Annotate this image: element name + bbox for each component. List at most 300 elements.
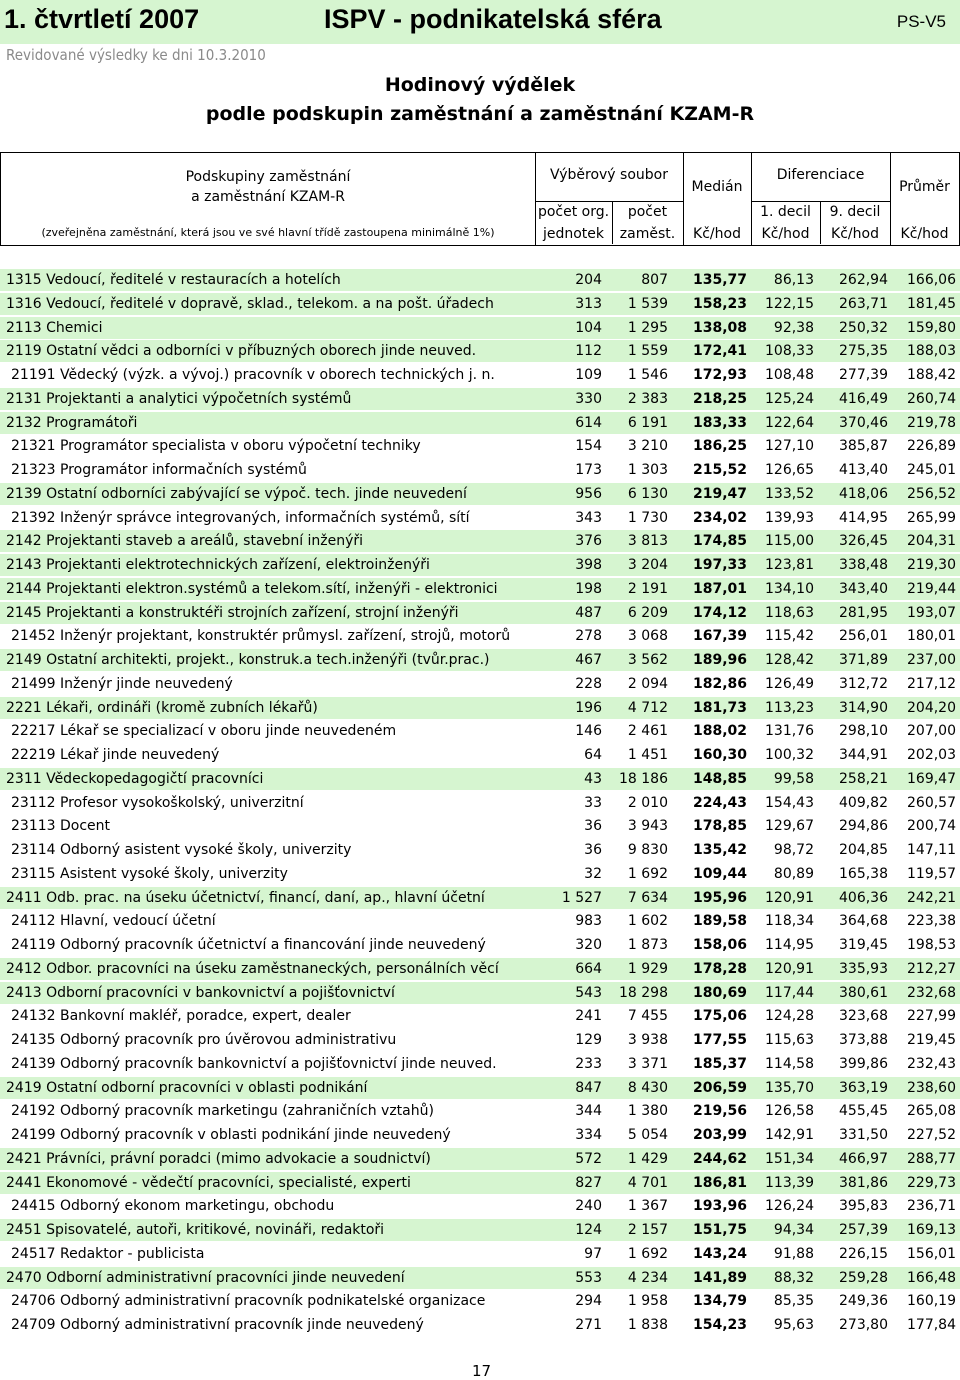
table-row	[0, 839, 960, 861]
cell-emp: 8 430	[627, 1079, 668, 1096]
cell-d9: 343,40	[839, 580, 888, 597]
occupation-label: 2311 Vědeckopedagogičtí pracovníci	[6, 770, 264, 787]
occupation-label: 2144 Projektanti elektron.systémů a telekom.sítí, inženýři - elektronici	[6, 580, 498, 597]
cell-median: 186,25	[692, 438, 747, 455]
cell-d1: 88,32	[773, 1269, 814, 1286]
cell-emp: 1 730	[627, 509, 668, 526]
cell-median: 158,23	[692, 295, 747, 312]
cell-d9: 257,39	[839, 1222, 888, 1238]
cell-d1: 124,28	[765, 1008, 814, 1025]
cell-d1: 92,38	[773, 319, 814, 336]
occupation-label: 2149 Ostatní architekti, projekt., konstruk.a tech.inženýři (tvůr.prac.)	[6, 652, 490, 668]
cell-mean: 204,20	[907, 699, 956, 716]
occupation-label: 21323 Programátor informačních systémů	[11, 462, 307, 478]
page-subtitle: podle podskupin zaměstnání a zaměstnání KZAM-R	[205, 103, 755, 125]
cell-org: 553	[575, 1269, 602, 1286]
cell-d1: 114,95	[765, 937, 814, 953]
cell-d1: 135,70	[765, 1079, 814, 1096]
cell-d9: 323,68	[839, 1008, 888, 1025]
title-bar	[0, 0, 960, 44]
cell-median: 134,79	[692, 1293, 747, 1310]
cell-emp: 1 929	[627, 960, 668, 977]
cell-median: 172,93	[692, 367, 747, 383]
cell-mean: 188,03	[907, 343, 956, 360]
cell-median: 174,12	[692, 604, 747, 621]
cell-d1: 108,48	[765, 367, 814, 383]
occupation-label: 2142 Projektanti staveb a areálů, stavební inženýři	[6, 533, 364, 550]
cell-median: 135,77	[692, 272, 747, 288]
cell-org: 572	[575, 1150, 602, 1167]
cell-d1: 115,00	[765, 533, 814, 550]
cell-d1: 126,49	[765, 675, 814, 692]
cell-d1: 151,34	[765, 1150, 814, 1167]
cell-d1: 142,91	[765, 1127, 814, 1143]
median-header: Medián	[691, 179, 743, 195]
cell-mean: 219,30	[907, 557, 956, 573]
table-row	[0, 982, 960, 1004]
occupation-label: 23113 Docent	[11, 818, 111, 835]
cell-d1: 115,42	[765, 628, 814, 645]
cell-d1: 94,34	[773, 1222, 814, 1238]
cell-median: 219,56	[692, 1103, 747, 1120]
cell-d9: 418,06	[839, 485, 888, 502]
cell-d1: 98,72	[773, 842, 814, 858]
cell-d1: 120,91	[765, 889, 814, 906]
cell-d9: 226,15	[839, 1245, 888, 1262]
table-row	[0, 1314, 960, 1336]
cell-emp: 6 209	[627, 604, 668, 621]
cell-d1: 122,64	[765, 414, 814, 431]
cell-median: 180,69	[692, 984, 747, 1001]
cell-median: 234,02	[692, 509, 747, 526]
cell-emp: 1 546	[627, 367, 668, 383]
table-row	[0, 649, 960, 671]
cell-org: 343	[575, 509, 602, 526]
cell-d9: 385,87	[839, 438, 888, 455]
cell-d9: 275,35	[839, 343, 888, 360]
unit-decile9: Kč/hod	[831, 226, 879, 242]
cell-mean: 219,78	[907, 414, 956, 431]
cell-mean: 180,01	[907, 628, 956, 645]
cell-emp: 1 367	[627, 1198, 668, 1215]
table-row	[0, 364, 960, 386]
cell-emp: 3 204	[627, 557, 668, 573]
table-row	[0, 720, 960, 742]
cell-d9: 250,32	[839, 319, 888, 336]
cell-mean: 147,11	[907, 842, 956, 858]
cell-org: 344	[575, 1103, 602, 1120]
cell-median: 182,86	[692, 675, 747, 692]
cell-d9: 380,61	[839, 984, 888, 1001]
cell-d9: 344,91	[839, 747, 888, 763]
cell-d9: 414,95	[839, 509, 888, 526]
cell-d9: 363,19	[839, 1079, 888, 1096]
cell-d1: 126,24	[765, 1198, 814, 1215]
cell-emp: 1 295	[627, 319, 668, 336]
cell-d1: 80,89	[773, 865, 814, 882]
cell-d9: 370,46	[839, 414, 888, 431]
cell-mean: 166,06	[907, 272, 956, 288]
cell-median: 167,39	[692, 628, 747, 645]
occupation-label: 24139 Odborný pracovník bankovnictví a pojišťovnictví jinde neuved.	[11, 1055, 497, 1072]
cell-org: 204	[575, 272, 602, 288]
cell-median: 178,28	[692, 960, 747, 977]
table-row	[0, 1219, 960, 1241]
cell-d1: 100,32	[765, 747, 814, 763]
cell-org: 330	[575, 390, 602, 407]
table-row	[0, 1005, 960, 1027]
cell-mean: 198,53	[907, 937, 956, 953]
occupation-label: 24199 Odborný pracovník v oblasti podnikání jinde neuvedený	[11, 1127, 451, 1143]
table-row	[0, 887, 960, 909]
occupation-label: 2451 Spisovatelé, autoři, kritikové, novináři, redaktoři	[6, 1222, 385, 1238]
cell-org: 43	[584, 770, 602, 787]
cell-median: 177,55	[692, 1032, 747, 1048]
cell-emp: 2 157	[627, 1222, 668, 1238]
cell-d9: 335,93	[839, 960, 888, 977]
cell-d1: 127,10	[765, 438, 814, 455]
cell-mean: 204,31	[907, 533, 956, 550]
cell-org: 36	[584, 842, 602, 858]
cell-median: 151,75	[692, 1222, 747, 1238]
occupation-label: 2411 Odb. prac. na úseku účetnictví, financí, daní, ap., hlavní účetní	[6, 889, 485, 906]
cell-mean: 212,27	[907, 960, 956, 977]
cell-d1: 126,58	[765, 1103, 814, 1120]
cell-org: 487	[575, 604, 602, 621]
count-org-header: počet org.	[537, 204, 610, 220]
cell-d9: 338,48	[839, 557, 888, 573]
table-row	[0, 435, 960, 457]
cell-emp: 2 383	[627, 390, 668, 407]
table-row	[0, 1267, 960, 1289]
table-row	[0, 388, 960, 410]
cell-median: 175,06	[692, 1008, 747, 1025]
cell-d9: 258,21	[839, 770, 888, 787]
table-row	[0, 1077, 960, 1099]
table-row	[0, 1148, 960, 1170]
cell-mean: 188,42	[907, 367, 956, 383]
occupation-label: 22217 Lékař se specializací v oboru jinde neuvedeném	[11, 723, 397, 740]
sphere-title: ISPV - podnikatelská sféra	[324, 4, 662, 34]
cell-mean: 232,68	[907, 984, 956, 1001]
cell-mean: 226,89	[907, 438, 956, 455]
cell-org: 271	[575, 1317, 602, 1333]
cell-org: 847	[575, 1079, 602, 1096]
cell-emp: 7 634	[627, 889, 668, 906]
group-header-line1: Podskupiny zaměstnání	[185, 169, 351, 185]
table-code: PS-V5	[896, 12, 946, 31]
cell-mean: 156,01	[907, 1245, 956, 1262]
cell-org: 294	[575, 1293, 602, 1310]
cell-d9: 298,10	[839, 723, 888, 740]
cell-org: 196	[575, 699, 602, 716]
cell-median: 195,96	[692, 889, 747, 906]
cell-emp: 1 303	[627, 462, 668, 478]
cell-d9: 204,85	[839, 842, 888, 858]
cell-median: 158,06	[692, 937, 747, 953]
cell-d1: 125,24	[765, 390, 814, 407]
quarter-title: 1. čtvrtletí 2007	[4, 4, 200, 34]
page-number: 17	[472, 1362, 492, 1380]
cell-emp: 1 692	[627, 1245, 668, 1262]
cell-emp: 807	[641, 272, 668, 288]
cell-d1: 126,65	[765, 462, 814, 478]
cell-mean: 207,00	[907, 723, 956, 740]
occupation-label: 2413 Odborní pracovníci v bankovnictví a pojišťovnictví	[6, 984, 395, 1001]
occupation-label: 24517 Redaktor - publicista	[11, 1245, 205, 1262]
cell-median: 160,30	[692, 747, 747, 763]
occupation-label: 1315 Vedoucí, ředitelé v restauracích a hotelích	[6, 272, 341, 288]
cell-emp: 3 813	[627, 533, 668, 550]
table-row	[0, 1053, 960, 1075]
table-row	[0, 1172, 960, 1194]
cell-org: 467	[575, 652, 602, 668]
table-row	[0, 340, 960, 362]
cell-mean: 238,60	[907, 1079, 956, 1096]
occupation-label: 2441 Ekonomové - vědečtí pracovníci, specialisté, experti	[6, 1174, 411, 1191]
mean-header: Průměr	[899, 179, 950, 195]
cell-emp: 9 830	[627, 842, 668, 858]
cell-mean: 119,57	[907, 865, 956, 882]
occupation-label: 2145 Projektanti a konstruktéři strojních zařízení, strojní inženýři	[6, 604, 459, 621]
cell-emp: 4 712	[627, 699, 668, 716]
cell-org: 97	[584, 1245, 602, 1262]
table-row	[0, 673, 960, 695]
cell-d1: 123,81	[765, 557, 814, 573]
cell-mean: 260,57	[907, 794, 956, 811]
cell-median: 178,85	[692, 818, 747, 835]
cell-median: 185,37	[692, 1055, 747, 1072]
table-row	[0, 744, 960, 766]
occupation-label: 1316 Vedoucí, ředitelé v dopravě, sklad., telekom. a na pošt. úřadech	[6, 295, 494, 312]
cell-org: 124	[575, 1222, 602, 1238]
cell-mean: 236,71	[907, 1198, 956, 1215]
occupation-label: 24112 Hlavní, vedoucí účetní	[11, 913, 216, 930]
cell-mean: 265,99	[907, 509, 956, 526]
cell-median: 189,96	[692, 652, 747, 668]
table-row	[0, 625, 960, 647]
cell-org: 614	[575, 414, 602, 431]
employees-header: zaměst.	[619, 226, 676, 242]
cell-mean: 181,45	[907, 295, 956, 312]
unit-mean: Kč/hod	[900, 226, 949, 242]
cell-emp: 18 298	[619, 984, 668, 1001]
cell-d9: 364,68	[839, 913, 888, 930]
cell-median: 172,41	[692, 343, 747, 360]
cell-org: 129	[575, 1032, 602, 1048]
cell-d9: 319,45	[839, 937, 888, 953]
cell-org: 228	[575, 675, 602, 692]
cell-emp: 2 191	[627, 580, 668, 597]
cell-d1: 118,63	[765, 604, 814, 621]
cell-d9: 294,86	[839, 818, 888, 835]
cell-emp: 3 068	[627, 628, 668, 645]
table-row	[0, 768, 960, 790]
table-row	[0, 1124, 960, 1146]
occupation-label: 24415 Odborný ekonom marketingu, obchodu	[11, 1198, 335, 1215]
cell-median: 197,33	[692, 557, 747, 573]
occupation-label: 2143 Projektanti elektrotechnických zařízení, elektroinženýři	[6, 557, 430, 573]
occupation-label: 24192 Odborný pracovník marketingu (zahraničních vztahů)	[11, 1103, 434, 1120]
sample-header: Výběrový soubor	[550, 167, 668, 183]
cell-median: 141,89	[692, 1269, 747, 1286]
cell-d9: 371,89	[839, 652, 888, 668]
cell-org: 173	[575, 462, 602, 478]
cell-mean: 193,07	[907, 604, 956, 621]
cell-median: 143,24	[692, 1245, 747, 1262]
cell-d1: 113,23	[765, 699, 814, 716]
cell-mean: 159,80	[907, 319, 956, 336]
table-row	[0, 863, 960, 885]
cell-d9: 273,80	[839, 1317, 888, 1333]
cell-d9: 409,82	[839, 794, 888, 811]
occupation-label: 22219 Lékař jinde neuvedený	[11, 747, 220, 763]
cell-emp: 6 130	[627, 485, 668, 502]
cell-mean: 219,45	[907, 1032, 956, 1048]
cell-median: 203,99	[692, 1127, 747, 1143]
table-row	[0, 269, 960, 291]
occupation-label: 24709 Odborný administrativní pracovník jinde neuvedený	[11, 1317, 424, 1333]
cell-mean: 223,38	[907, 913, 956, 930]
cell-org: 313	[575, 295, 602, 312]
cell-d1: 115,63	[765, 1032, 814, 1048]
cell-emp: 1 380	[627, 1103, 668, 1120]
table-row	[0, 554, 960, 576]
cell-d1: 108,33	[765, 343, 814, 360]
cell-median: 154,23	[692, 1317, 747, 1333]
cell-emp: 1 692	[627, 865, 668, 882]
cell-d1: 85,35	[773, 1293, 814, 1310]
cell-d9: 249,36	[839, 1293, 888, 1310]
cell-median: 183,33	[692, 414, 747, 431]
cell-org: 320	[575, 937, 602, 953]
cell-median: 181,73	[692, 699, 747, 716]
decile1-header: 1. decil	[760, 204, 811, 220]
cell-org: 36	[584, 818, 602, 835]
cell-org: 33	[584, 794, 602, 811]
cell-mean: 227,52	[907, 1127, 956, 1143]
cell-d1: 117,44	[765, 984, 814, 1001]
cell-emp: 2 094	[627, 675, 668, 692]
cell-d1: 99,58	[773, 770, 814, 787]
cell-median: 148,85	[692, 770, 747, 787]
occupation-label: 21452 Inženýr projektant, konstruktér průmysl. zařízení, strojů, motorů	[11, 628, 511, 645]
cell-median: 138,08	[692, 319, 747, 336]
cell-mean: 232,43	[907, 1055, 956, 1072]
cell-emp: 4 234	[627, 1269, 668, 1286]
cell-d9: 416,49	[839, 390, 888, 407]
cell-d1: 133,52	[765, 485, 814, 502]
table-row	[0, 317, 960, 339]
cell-emp: 3 938	[627, 1032, 668, 1048]
cell-d9: 466,97	[839, 1150, 888, 1167]
cell-median: 187,01	[692, 580, 747, 597]
occupation-label: 2113 Chemici	[6, 319, 103, 336]
cell-emp: 6 191	[627, 414, 668, 431]
cell-d9: 263,71	[839, 295, 888, 312]
count-header: počet	[627, 204, 668, 220]
cell-mean: 166,48	[907, 1269, 956, 1286]
cell-d1: 128,42	[765, 652, 814, 668]
table-row	[0, 412, 960, 434]
cell-mean: 217,12	[907, 675, 956, 692]
table-row	[0, 815, 960, 837]
occupation-label: 2470 Odborní administrativní pracovníci jinde neuvedení	[6, 1269, 405, 1286]
cell-emp: 1 602	[627, 913, 668, 930]
table-header	[0, 152, 960, 246]
cell-d1: 118,34	[765, 913, 814, 930]
occupation-label: 2132 Programátoři	[6, 414, 138, 431]
cell-median: 189,58	[692, 913, 747, 930]
cell-emp: 2 461	[627, 723, 668, 740]
cell-median: 218,25	[692, 390, 747, 407]
cell-median: 174,85	[692, 533, 747, 550]
occupation-label: 21392 Inženýr správce integrovaných, informačních systémů, sítí	[11, 509, 470, 526]
units-header: jednotek	[542, 226, 605, 242]
cell-mean: 242,21	[907, 889, 956, 906]
cell-d1: 122,15	[765, 295, 814, 312]
cell-mean: 169,47	[907, 770, 956, 787]
cell-emp: 7 455	[627, 1008, 668, 1025]
page-title: Hodinový výdělek	[384, 74, 576, 96]
cell-median: 109,44	[692, 865, 747, 882]
cell-mean: 160,19	[907, 1293, 956, 1310]
cell-org: 241	[575, 1008, 602, 1025]
cell-median: 186,81	[692, 1174, 747, 1191]
cell-emp: 1 451	[627, 747, 668, 763]
cell-d1: 134,10	[765, 580, 814, 597]
cell-mean: 265,08	[907, 1103, 956, 1120]
diff-header: Diferenciace	[776, 167, 865, 183]
cell-d9: 395,83	[839, 1198, 888, 1215]
cell-emp: 3 371	[627, 1055, 668, 1072]
table-row	[0, 483, 960, 505]
cell-median: 215,52	[692, 462, 747, 478]
occupation-label: 2419 Ostatní odborní pracovníci v oblasti podnikání	[6, 1079, 368, 1096]
table-row	[0, 530, 960, 552]
cell-mean: 288,77	[907, 1150, 956, 1167]
cell-d9: 399,86	[839, 1055, 888, 1072]
occupation-label: 2119 Ostatní vědci a odborníci v příbuzných oborech jinde neuved.	[6, 343, 477, 360]
cell-mean: 229,73	[907, 1174, 956, 1191]
cell-org: 334	[575, 1127, 602, 1143]
cell-d9: 331,50	[839, 1127, 888, 1143]
cell-d9: 413,40	[839, 462, 888, 478]
cell-d9: 281,95	[839, 604, 888, 621]
cell-d1: 95,63	[773, 1317, 814, 1333]
cell-org: 664	[575, 960, 602, 977]
cell-emp: 2 010	[627, 794, 668, 811]
cell-org: 1 527	[561, 889, 602, 906]
cell-mean: 256,52	[907, 485, 956, 502]
cell-d1: 91,88	[773, 1245, 814, 1262]
occupation-label: 23114 Odborný asistent vysoké školy, univerzity	[11, 842, 352, 858]
cell-mean: 200,74	[907, 818, 956, 835]
occupation-label: 2131 Projektanti a analytici výpočetních systémů	[6, 390, 352, 407]
table-row	[0, 1029, 960, 1051]
cell-mean: 237,00	[907, 652, 956, 668]
occupation-label: 23112 Profesor vysokoškolský, univerzitní	[11, 794, 304, 811]
unit-median: Kč/hod	[693, 226, 741, 242]
cell-mean: 219,44	[907, 580, 956, 597]
occupation-label: 24132 Bankovní makléř, poradce, expert, dealer	[11, 1008, 351, 1025]
cell-d9: 165,38	[839, 865, 888, 882]
cell-org: 198	[575, 580, 602, 597]
occupation-label: 21321 Programátor specialista v oboru výpočetní techniky	[11, 438, 421, 455]
occupation-label: 24119 Odborný pracovník účetnictví a financování jinde neuvedený	[11, 937, 486, 953]
cell-median: 244,62	[692, 1150, 747, 1167]
cell-d9: 381,86	[839, 1174, 888, 1191]
